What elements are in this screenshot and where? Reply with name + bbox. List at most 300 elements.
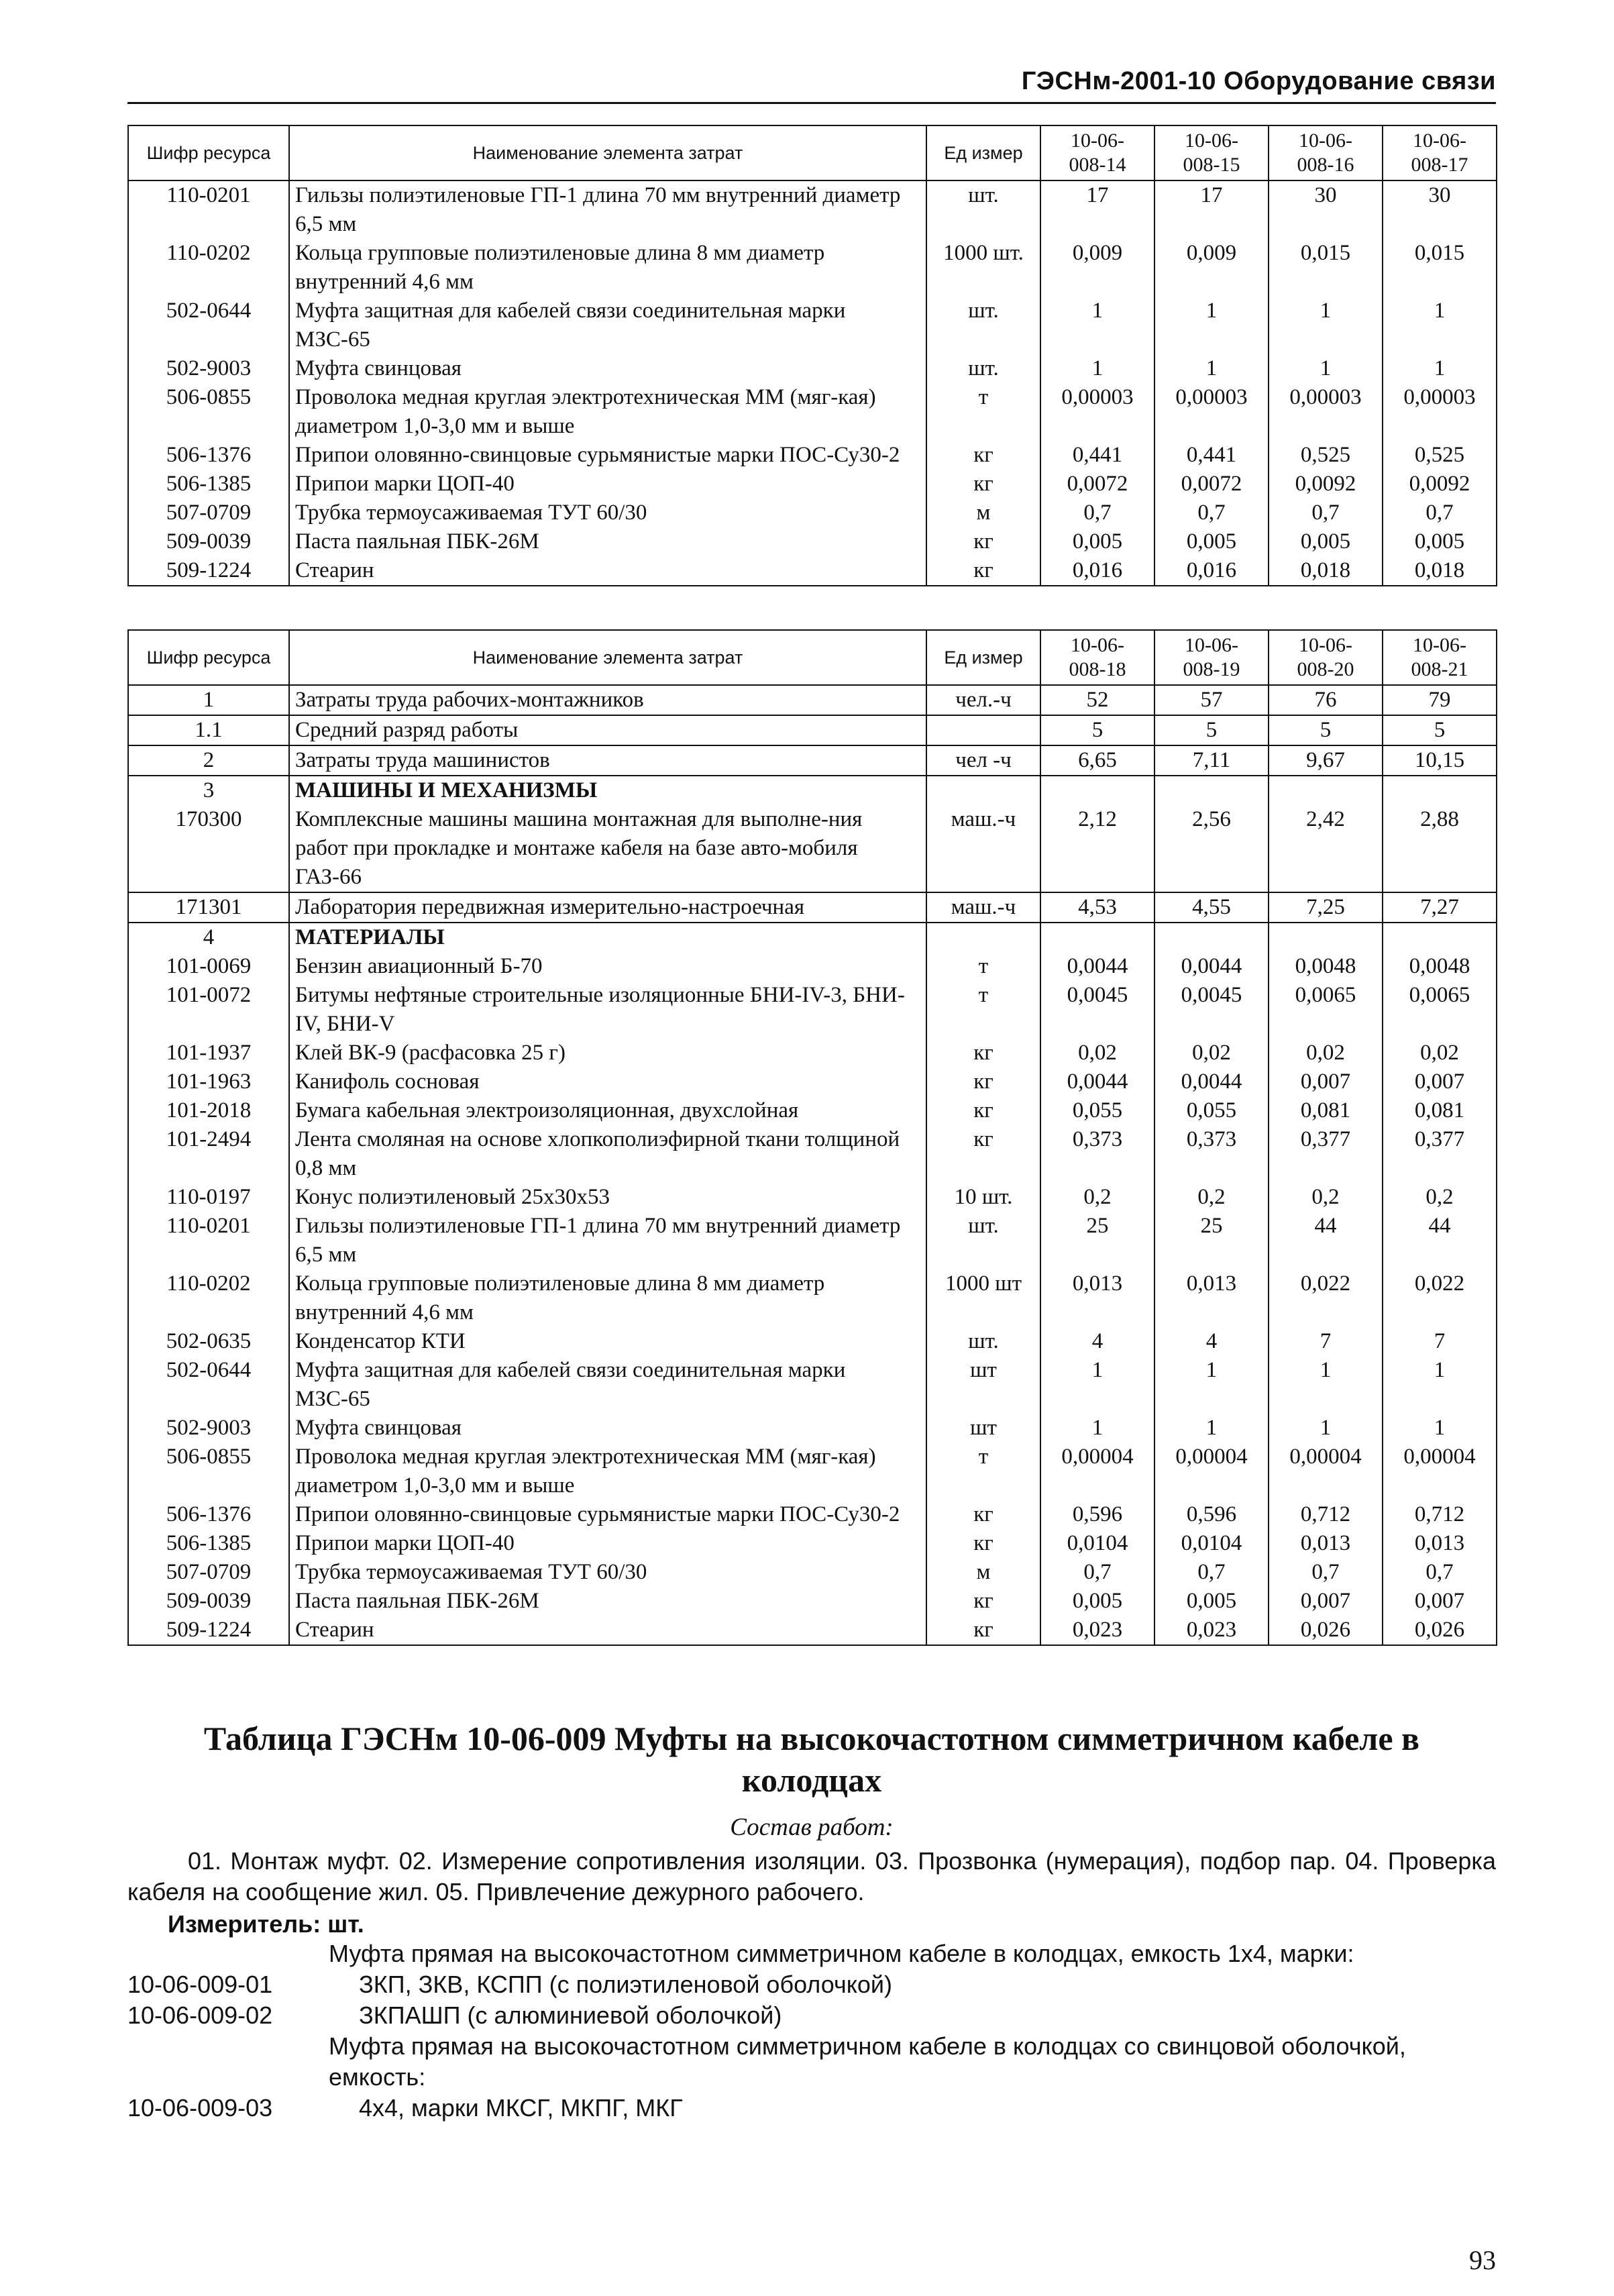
value-col-4: 10,15 <box>1383 745 1497 776</box>
value-col-4: 0,081 <box>1383 1096 1497 1125</box>
value-col-4: 0,007 <box>1383 1587 1497 1616</box>
resource-code: 509-1224 <box>128 556 289 586</box>
value-col-1: 0,013 <box>1040 1269 1154 1327</box>
value-col-3: 0,005 <box>1269 527 1383 556</box>
value-col-2: 1 <box>1154 354 1269 383</box>
value-col-1: 0,0044 <box>1040 1067 1154 1096</box>
header-col-2: 10-06- 008-19 <box>1154 630 1269 685</box>
resource-name: МАТЕРИАЛЫ <box>289 923 926 952</box>
resource-name: Паста паяльная ПБК-26М <box>289 1587 926 1616</box>
table-row <box>128 805 1497 892</box>
value-col-3: 0,0048 <box>1269 952 1383 981</box>
norm-list-item <box>127 2000 1496 2031</box>
table-body <box>128 685 1497 1645</box>
resource-name: Припои марки ЦОП-40 <box>289 1529 926 1558</box>
value-col-3: 0,007 <box>1269 1067 1383 1096</box>
table-row <box>128 952 1497 981</box>
value-col-1: 0,055 <box>1040 1096 1154 1125</box>
header-col-4: 10-06- 008-21 <box>1383 630 1497 685</box>
value-col-4: 0,026 <box>1383 1616 1497 1645</box>
resource-code: 110-0197 <box>128 1183 289 1212</box>
table-row <box>128 1125 1497 1183</box>
value-col-1 <box>1040 923 1154 952</box>
table-row <box>128 776 1497 805</box>
resource-code: 110-0201 <box>128 180 289 239</box>
table-row <box>128 1529 1497 1558</box>
unit-of-measure: м <box>926 499 1040 527</box>
table-row <box>128 1327 1497 1356</box>
value-col-2: 0,0044 <box>1154 952 1269 981</box>
unit-of-measure: шт <box>926 1414 1040 1443</box>
unit-of-measure: шт. <box>926 1327 1040 1356</box>
resource-code: 506-0855 <box>128 383 289 441</box>
unit-of-measure: кг <box>926 1500 1040 1529</box>
resource-name: Лента смоляная на основе хлопкополиэфирной ткани толщиной 0,8 мм <box>289 1125 926 1183</box>
page-number: 93 <box>1469 2245 1496 2275</box>
table-row <box>128 892 1497 923</box>
norm-list-item <box>127 1969 1496 2000</box>
norm-description: Муфта прямая на высокочастотном симметричном кабеле в колодцах, емкость 1x4, марки: <box>329 1940 1354 1967</box>
value-col-3: 0,015 <box>1269 239 1383 297</box>
resource-code: 506-1385 <box>128 470 289 499</box>
value-col-2: 0,055 <box>1154 1096 1269 1125</box>
resource-name: Комплексные машины машина монтажная для выполне-ния работ при прокладке и монтаже кабеля на базе авто-мобиля ГАЗ-66 <box>289 805 926 892</box>
value-col-2 <box>1154 923 1269 952</box>
table-row <box>128 1212 1497 1269</box>
value-col-4: 0,0048 <box>1383 952 1497 981</box>
value-col-4: 79 <box>1383 685 1497 715</box>
unit-of-measure: кг <box>926 1039 1040 1067</box>
value-col-2: 0,7 <box>1154 499 1269 527</box>
norm-code: 10-06-009-03 <box>127 2094 273 2122</box>
resource-name: Трубка термоусаживаемая ТУТ 60/30 <box>289 1558 926 1587</box>
resource-name: Паста паяльная ПБК-26М <box>289 527 926 556</box>
value-col-3: 0,0092 <box>1269 470 1383 499</box>
resource-name: Гильзы полиэтиленовые ГП-1 длина 70 мм внутренний диаметр 6,5 мм <box>289 180 926 239</box>
resource-code: 507-0709 <box>128 1558 289 1587</box>
value-col-4: 7,27 <box>1383 892 1497 923</box>
resource-name: Кольца групповые полиэтиленовые длина 8 мм диаметр внутренний 4,6 мм <box>289 1269 926 1327</box>
unit-of-measure: шт. <box>926 297 1040 354</box>
value-col-4: 1 <box>1383 1414 1497 1443</box>
resource-code: 1.1 <box>128 715 289 745</box>
value-col-2: 17 <box>1154 180 1269 239</box>
value-col-1: 0,0045 <box>1040 981 1154 1039</box>
value-col-1: 0,016 <box>1040 556 1154 586</box>
header-col-4: 10-06- 008-17 <box>1383 125 1497 180</box>
value-col-1: 0,7 <box>1040 1558 1154 1587</box>
norm-code: 10-06-009-01 <box>127 1971 273 1998</box>
unit-of-measure <box>926 715 1040 745</box>
norm-code <box>127 1938 329 1969</box>
norm-list-item <box>127 1938 1496 1969</box>
unit-of-measure: маш.-ч <box>926 805 1040 892</box>
value-col-4: 0,022 <box>1383 1269 1497 1327</box>
running-header: ГЭСНм-2001-10 Оборудование связи <box>1021 67 1496 95</box>
table-row <box>128 1443 1497 1500</box>
table-row <box>128 180 1497 239</box>
value-col-1: 5 <box>1040 715 1154 745</box>
value-col-2: 7,11 <box>1154 745 1269 776</box>
value-col-4: 0,007 <box>1383 1067 1497 1096</box>
value-col-2: 4,55 <box>1154 892 1269 923</box>
value-col-3: 2,42 <box>1269 805 1383 892</box>
value-col-3: 1 <box>1269 297 1383 354</box>
value-col-3: 7 <box>1269 1327 1383 1356</box>
value-col-1: 1 <box>1040 354 1154 383</box>
resource-table-2 <box>127 629 1497 1646</box>
table-row <box>128 354 1497 383</box>
value-col-1: 1 <box>1040 1414 1154 1443</box>
value-col-1: 0,005 <box>1040 527 1154 556</box>
resource-name: Припои оловянно-свинцовые сурьмянистые марки ПОС-Су30-2 <box>289 1500 926 1529</box>
unit-of-measure: кг <box>926 1125 1040 1183</box>
table-row <box>128 1414 1497 1443</box>
value-col-1: 0,02 <box>1040 1039 1154 1067</box>
table-row <box>128 1183 1497 1212</box>
resource-code: 502-9003 <box>128 354 289 383</box>
value-col-1: 0,009 <box>1040 239 1154 297</box>
unit-of-measure: т <box>926 952 1040 981</box>
value-col-4: 0,7 <box>1383 499 1497 527</box>
resource-code: 507-0709 <box>128 499 289 527</box>
resource-name: Кольца групповые полиэтиленовые длина 8 мм диаметр внутренний 4,6 мм <box>289 239 926 297</box>
value-col-3: 0,00004 <box>1269 1443 1383 1500</box>
resource-name: Припои оловянно-свинцовые сурьмянистые марки ПОС-Су30-2 <box>289 441 926 470</box>
table-row <box>128 685 1497 715</box>
table-row <box>128 1067 1497 1096</box>
value-col-2: 57 <box>1154 685 1269 715</box>
table-row <box>128 1616 1497 1645</box>
norm-description: ЗКПАШП (с алюминиевой оболочкой) <box>359 2001 782 2029</box>
resource-code: 502-9003 <box>128 1414 289 1443</box>
unit-of-measure: кг <box>926 1529 1040 1558</box>
value-col-4: 0,005 <box>1383 527 1497 556</box>
resource-name: Бумага кабельная электроизоляционная, двухслойная <box>289 1096 926 1125</box>
unit-of-measure: кг <box>926 1067 1040 1096</box>
table-body <box>128 180 1497 586</box>
resource-name: Затраты труда машинистов <box>289 745 926 776</box>
unit-of-measure: шт. <box>926 1212 1040 1269</box>
table-row <box>128 499 1497 527</box>
value-col-2: 0,023 <box>1154 1616 1269 1645</box>
value-col-4: 1 <box>1383 354 1497 383</box>
norm-list <box>127 1938 1496 2124</box>
value-col-1: 0,441 <box>1040 441 1154 470</box>
resource-name: Канифоль сосновая <box>289 1067 926 1096</box>
table-row <box>128 1039 1497 1067</box>
value-col-1: 0,0104 <box>1040 1529 1154 1558</box>
table-row <box>128 1096 1497 1125</box>
norm-description: Муфта прямая на высокочастотном симметричном кабеле в колодцах со свинцовой оболочкой, емкость: <box>329 2032 1406 2091</box>
value-col-3: 1 <box>1269 354 1383 383</box>
resource-code: 506-1376 <box>128 441 289 470</box>
value-col-4: 30 <box>1383 180 1497 239</box>
norm-description: 4x4, марки МКСГ, МКПГ, МКГ <box>359 2094 683 2122</box>
value-col-3: 0,2 <box>1269 1183 1383 1212</box>
unit-of-measure: чел -ч <box>926 745 1040 776</box>
composition-text: 01. Монтаж муфт. 02. Измерение сопротивления изоляции. 03. Прозвонка (нумерация), подбор пар. 04. Проверка кабеля на сообщение жил. 05. Привлечение дежурного рабочего. <box>127 1847 1496 1906</box>
value-col-1: 52 <box>1040 685 1154 715</box>
value-col-1: 0,7 <box>1040 499 1154 527</box>
value-col-1: 0,00004 <box>1040 1443 1154 1500</box>
header-code: Шифр ресурса <box>128 125 289 180</box>
resource-code: 502-0644 <box>128 1356 289 1414</box>
unit-of-measure: 1000 шт. <box>926 239 1040 297</box>
resource-name: Муфта свинцовая <box>289 354 926 383</box>
norm-section <box>127 1718 1496 2124</box>
value-col-3: 0,081 <box>1269 1096 1383 1125</box>
value-col-2: 0,2 <box>1154 1183 1269 1212</box>
value-col-2: 25 <box>1154 1212 1269 1269</box>
value-col-3: 7,25 <box>1269 892 1383 923</box>
value-col-4: 0,2 <box>1383 1183 1497 1212</box>
value-col-1: 0,0072 <box>1040 470 1154 499</box>
value-col-3: 0,377 <box>1269 1125 1383 1183</box>
norm-list-item <box>127 2093 1496 2124</box>
composition-label: Состав работ: <box>730 1814 894 1841</box>
header-unit: Ед измер <box>926 630 1040 685</box>
header-col-2: 10-06- 008-15 <box>1154 125 1269 180</box>
resource-name: Гильзы полиэтиленовые ГП-1 длина 70 мм внутренний диаметр 6,5 мм <box>289 1212 926 1269</box>
unit-of-measure: м <box>926 1558 1040 1587</box>
value-col-3: 0,026 <box>1269 1616 1383 1645</box>
table-row <box>128 1356 1497 1414</box>
resource-code: 3 <box>128 776 289 805</box>
value-col-2: 0,009 <box>1154 239 1269 297</box>
value-col-3: 0,018 <box>1269 556 1383 586</box>
header-col-3: 10-06- 008-16 <box>1269 125 1383 180</box>
unit-of-measure: кг <box>926 556 1040 586</box>
resource-code: 101-1963 <box>128 1067 289 1096</box>
header-name: Наименование элемента затрат <box>289 630 926 685</box>
value-col-1: 0,00003 <box>1040 383 1154 441</box>
unit-of-measure: кг <box>926 527 1040 556</box>
header-name: Наименование элемента затрат <box>289 125 926 180</box>
resource-code: 506-1376 <box>128 1500 289 1529</box>
value-col-3: 0,7 <box>1269 1558 1383 1587</box>
value-col-3 <box>1269 776 1383 805</box>
resource-code: 509-1224 <box>128 1616 289 1645</box>
value-col-4: 0,00003 <box>1383 383 1497 441</box>
table-row <box>128 297 1497 354</box>
unit-of-measure: кг <box>926 1616 1040 1645</box>
unit-of-measure: шт <box>926 1356 1040 1414</box>
value-col-3: 0,525 <box>1269 441 1383 470</box>
unit-of-measure: т <box>926 383 1040 441</box>
value-col-2: 0,013 <box>1154 1269 1269 1327</box>
resource-name: Стеарин <box>289 1616 926 1645</box>
value-col-1: 4,53 <box>1040 892 1154 923</box>
value-col-4: 1 <box>1383 1356 1497 1414</box>
value-col-4: 0,015 <box>1383 239 1497 297</box>
resource-name: Конденсатор КТИ <box>289 1327 926 1356</box>
resource-name: Муфта защитная для кабелей связи соединительная марки МЗС-65 <box>289 297 926 354</box>
resource-code: 101-1937 <box>128 1039 289 1067</box>
value-col-2: 1 <box>1154 1414 1269 1443</box>
value-col-2: 0,596 <box>1154 1500 1269 1529</box>
resource-code: 101-2018 <box>128 1096 289 1125</box>
header-col-1: 10-06- 008-14 <box>1040 125 1154 180</box>
resource-name: Затраты труда рабочих-монтажников <box>289 685 926 715</box>
value-col-3: 5 <box>1269 715 1383 745</box>
value-col-4: 1 <box>1383 297 1497 354</box>
value-col-2: 0,0072 <box>1154 470 1269 499</box>
table-row <box>128 470 1497 499</box>
resource-table-1 <box>127 125 1497 586</box>
table-header-row <box>128 125 1497 180</box>
value-col-3: 76 <box>1269 685 1383 715</box>
resource-code: 110-0201 <box>128 1212 289 1269</box>
value-col-1: 2,12 <box>1040 805 1154 892</box>
value-col-2: 0,02 <box>1154 1039 1269 1067</box>
value-col-2: 4 <box>1154 1327 1269 1356</box>
table-row <box>128 1558 1497 1587</box>
resource-code: 506-0855 <box>128 1443 289 1500</box>
resource-name: МАШИНЫ И МЕХАНИЗМЫ <box>289 776 926 805</box>
value-col-4: 0,377 <box>1383 1125 1497 1183</box>
value-col-3: 0,013 <box>1269 1529 1383 1558</box>
resource-name: Конус полиэтиленовый 25x30x53 <box>289 1183 926 1212</box>
table-row <box>128 1587 1497 1616</box>
value-col-4 <box>1383 776 1497 805</box>
unit-of-measure: т <box>926 981 1040 1039</box>
table-row <box>128 527 1497 556</box>
resource-name: Проволока медная круглая электротехническая ММ (мяг-кая) диаметром 1,0-3,0 мм и выше <box>289 383 926 441</box>
value-col-4: 0,7 <box>1383 1558 1497 1587</box>
header-unit: Ед измер <box>926 125 1040 180</box>
value-col-1: 0,0044 <box>1040 952 1154 981</box>
value-col-1: 0,373 <box>1040 1125 1154 1183</box>
resource-code: 1 <box>128 685 289 715</box>
unit-of-measure: 1000 шт <box>926 1269 1040 1327</box>
norm-list-item <box>127 2031 1496 2093</box>
value-col-3: 0,712 <box>1269 1500 1383 1529</box>
value-col-3: 30 <box>1269 180 1383 239</box>
resource-code: 171301 <box>128 892 289 923</box>
table-row <box>128 981 1497 1039</box>
value-col-1: 1 <box>1040 297 1154 354</box>
resource-code: 101-0072 <box>128 981 289 1039</box>
value-col-2: 0,00003 <box>1154 383 1269 441</box>
value-col-2: 0,0044 <box>1154 1067 1269 1096</box>
resource-code: 502-0635 <box>128 1327 289 1356</box>
table-row <box>128 1500 1497 1529</box>
value-col-3: 0,02 <box>1269 1039 1383 1067</box>
unit-of-measure: шт. <box>926 354 1040 383</box>
table-row <box>128 383 1497 441</box>
value-col-1: 6,65 <box>1040 745 1154 776</box>
value-col-3: 0,0065 <box>1269 981 1383 1039</box>
norm-code <box>127 2031 329 2093</box>
value-col-2: 1 <box>1154 297 1269 354</box>
value-col-4: 0,0065 <box>1383 981 1497 1039</box>
value-col-4: 0,00004 <box>1383 1443 1497 1500</box>
resource-code: 2 <box>128 745 289 776</box>
value-col-2: 2,56 <box>1154 805 1269 892</box>
header-col-3: 10-06- 008-20 <box>1269 630 1383 685</box>
table-row <box>128 923 1497 952</box>
meter-label: Измеритель: шт. <box>168 1910 364 1938</box>
value-col-2: 0,005 <box>1154 1587 1269 1616</box>
table-row <box>128 715 1497 745</box>
value-col-1 <box>1040 776 1154 805</box>
resource-name: Клей ВК-9 (расфасовка 25 г) <box>289 1039 926 1067</box>
value-col-3: 0,00003 <box>1269 383 1383 441</box>
unit-of-measure <box>926 776 1040 805</box>
header-col-1: 10-06- 008-18 <box>1040 630 1154 685</box>
resource-code: 506-1385 <box>128 1529 289 1558</box>
value-col-2: 1 <box>1154 1356 1269 1414</box>
value-col-4 <box>1383 923 1497 952</box>
value-col-2 <box>1154 776 1269 805</box>
value-col-2: 0,7 <box>1154 1558 1269 1587</box>
value-col-1: 4 <box>1040 1327 1154 1356</box>
value-col-3: 44 <box>1269 1212 1383 1269</box>
table-row <box>128 745 1497 776</box>
value-col-3: 1 <box>1269 1414 1383 1443</box>
section-title: Таблица ГЭСНм 10-06-009 Муфты на высокочастотном симметричном кабеле в колодцах <box>203 1720 1420 1799</box>
resource-name: Трубка термоусаживаемая ТУТ 60/30 <box>289 499 926 527</box>
value-col-1: 0,596 <box>1040 1500 1154 1529</box>
value-col-4: 5 <box>1383 715 1497 745</box>
resource-code: 4 <box>128 923 289 952</box>
table-row <box>128 239 1497 297</box>
table-row <box>128 1269 1497 1327</box>
resource-name: Лаборатория передвижная измерительно-настроечная <box>289 892 926 923</box>
resource-code: 110-0202 <box>128 1269 289 1327</box>
table-row <box>128 556 1497 586</box>
resource-name: Припои марки ЦОП-40 <box>289 470 926 499</box>
value-col-4: 0,0092 <box>1383 470 1497 499</box>
value-col-1: 17 <box>1040 180 1154 239</box>
value-col-4: 0,02 <box>1383 1039 1497 1067</box>
header-code: Шифр ресурса <box>128 630 289 685</box>
norm-code: 10-06-009-02 <box>127 2001 273 2029</box>
value-col-2: 0,0104 <box>1154 1529 1269 1558</box>
resource-code: 110-0202 <box>128 239 289 297</box>
value-col-1: 25 <box>1040 1212 1154 1269</box>
unit-of-measure: маш.-ч <box>926 892 1040 923</box>
unit-of-measure: кг <box>926 441 1040 470</box>
value-col-4: 2,88 <box>1383 805 1497 892</box>
resource-code: 509-0039 <box>128 1587 289 1616</box>
resource-code: 509-0039 <box>128 527 289 556</box>
value-col-4: 0,712 <box>1383 1500 1497 1529</box>
value-col-3: 9,67 <box>1269 745 1383 776</box>
resource-code: 101-0069 <box>128 952 289 981</box>
unit-of-measure: кг <box>926 470 1040 499</box>
unit-of-measure: шт. <box>926 180 1040 239</box>
unit-of-measure: кг <box>926 1096 1040 1125</box>
resource-code: 502-0644 <box>128 297 289 354</box>
value-col-2: 0,441 <box>1154 441 1269 470</box>
resource-code: 170300 <box>128 805 289 892</box>
value-col-3: 0,7 <box>1269 499 1383 527</box>
value-col-3 <box>1269 923 1383 952</box>
resource-name: Битумы нефтяные строительные изоляционные БНИ-IV-3, БНИ-IV, БНИ-V <box>289 981 926 1039</box>
value-col-2: 0,373 <box>1154 1125 1269 1183</box>
value-col-1: 0,005 <box>1040 1587 1154 1616</box>
unit-of-measure: чел.-ч <box>926 685 1040 715</box>
value-col-1: 0,023 <box>1040 1616 1154 1645</box>
value-col-4: 0,018 <box>1383 556 1497 586</box>
value-col-4: 0,013 <box>1383 1529 1497 1558</box>
value-col-2: 0,00004 <box>1154 1443 1269 1500</box>
value-col-3: 0,007 <box>1269 1587 1383 1616</box>
resource-name: Стеарин <box>289 556 926 586</box>
norm-description: ЗКП, ЗКВ, КСПП (с полиэтиленовой оболочкой) <box>359 1971 892 1998</box>
